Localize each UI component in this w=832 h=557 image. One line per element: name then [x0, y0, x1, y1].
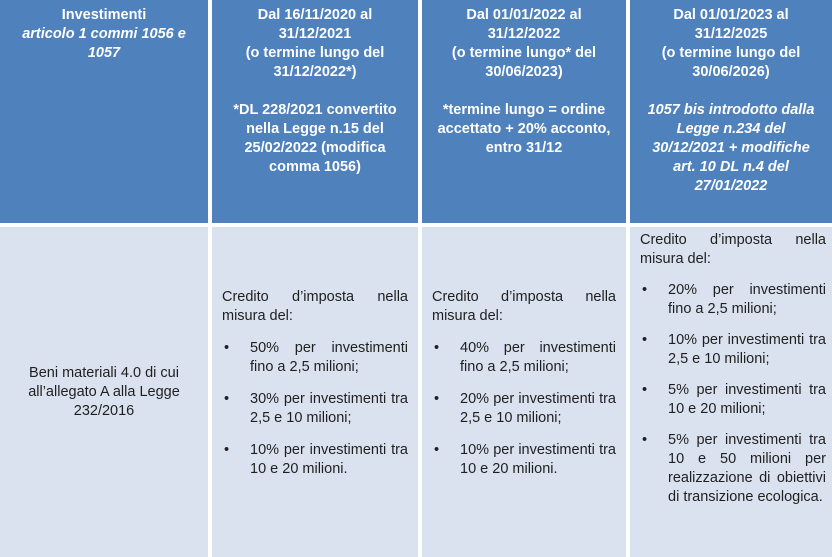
bullet-icon: • [434, 391, 440, 407]
credit-cell-2020 [212, 227, 418, 557]
credit-item: • 10% per investimenti tra 2,5 e 10 milioni; [642, 332, 826, 367]
period-note-line: 25/02/2022 (modifica [244, 140, 386, 156]
bullet-icon: • [434, 442, 440, 458]
credit-cell-2023 [630, 227, 832, 557]
period-line: Dal 16/11/2020 al [257, 7, 373, 23]
period-line: 31/12/2021 [278, 26, 352, 42]
credit-cell-2022 [422, 227, 626, 557]
header-title: Investimenti [61, 7, 147, 23]
period-line: 31/12/2022 [487, 26, 561, 42]
period-line: 30/06/2023) [485, 64, 563, 80]
period-note-line: 1057 bis introdotto dalla [647, 102, 815, 118]
period-note-line: 27/01/2022 [694, 178, 768, 194]
bullet-icon: • [434, 340, 440, 356]
row-label-cell [0, 227, 208, 557]
bullet-icon: • [224, 391, 230, 407]
credit-intro: Credito d’imposta nella misura del: [640, 232, 826, 267]
credit-item: • 50% per investimenti fino a 2,5 milioni; [224, 340, 408, 375]
header-investimenti [0, 0, 208, 223]
row-label: Beni materiali 4.0 di cui all’allegato A alla Legge 232/2016 [28, 364, 180, 419]
credit-item: • 30% per investimenti tra 2,5 e 10 milioni; [224, 391, 408, 426]
period-note-line: comma 1056) [269, 159, 361, 175]
credit-item: • 20% per investimenti fino a 2,5 milioni; [642, 282, 826, 317]
bullet-icon: • [642, 332, 648, 348]
credit-item: • 5% per investimenti tra 10 e 20 milioni; [642, 382, 826, 417]
period-line: (o termine lungo* del [451, 45, 597, 61]
header-subtitle: articolo 1 commi 1056 e 1057 [22, 26, 186, 61]
credit-item: • 10% per investimenti tra 10 e 20 milioni. [224, 442, 408, 477]
period-note-line: *DL 228/2021 convertito [233, 102, 397, 118]
bullet-icon: • [224, 340, 230, 356]
period-line: Dal 01/01/2023 al [673, 7, 789, 23]
header-period-2022 [422, 0, 626, 223]
header-period-2020 [212, 0, 418, 223]
period-line: Dal 01/01/2022 al [466, 7, 582, 23]
credit-list [640, 281, 826, 507]
period-note-line: *termine lungo = ordine [442, 102, 606, 118]
period-note-line: art. 10 DL n.4 del [673, 159, 789, 175]
period-note-line: 30/12/2021 + modifiche [652, 140, 810, 156]
credit-list [222, 339, 408, 479]
credit-intro: Credito d’imposta nella misura del: [432, 289, 616, 324]
period-line: (o termine lungo del [661, 45, 801, 61]
credit-list [432, 339, 616, 479]
period-line: 31/12/2025 [694, 26, 768, 42]
period-line: (o termine lungo del [245, 45, 385, 61]
period-line: 31/12/2022*) [273, 64, 357, 80]
credit-item: • 40% per investimenti fino a 2,5 milioni; [434, 340, 616, 375]
bullet-icon: • [642, 282, 648, 298]
period-note-line: accettato + 20% acconto, [437, 121, 611, 137]
bullet-icon: • [642, 432, 648, 448]
period-line: 30/06/2026) [692, 64, 770, 80]
period-note-line: entro 31/12 [485, 140, 563, 156]
period-note-line: Legge n.234 del [676, 121, 786, 137]
credit-intro: Credito d’imposta nella misura del: [222, 289, 408, 324]
bullet-icon: • [642, 382, 648, 398]
period-note-line: nella Legge n.15 del [246, 121, 384, 137]
credit-item: • 5% per investimenti tra 10 e 50 milioni per realizzazione di obiettivi di transizione ecologica. [642, 432, 826, 505]
credit-item: • 10% per investimenti tra 10 e 20 milioni. [434, 442, 616, 477]
bullet-icon: • [224, 442, 230, 458]
credit-item: • 20% per investimenti tra 2,5 e 10 milioni; [434, 391, 616, 426]
header-period-2023 [630, 0, 832, 223]
